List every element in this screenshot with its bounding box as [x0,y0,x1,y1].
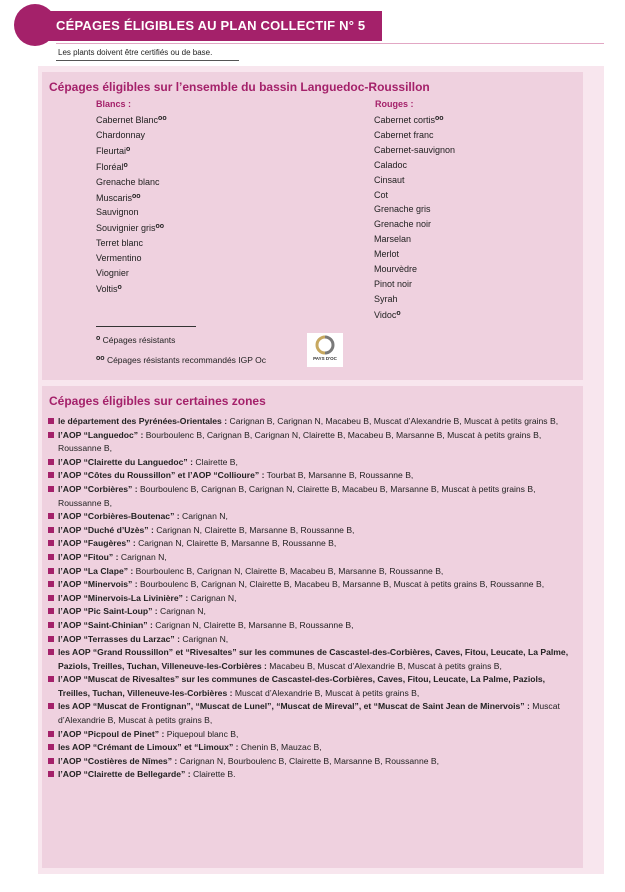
rouges-heading: Rouges : [375,99,414,109]
zone-label: les AOP “Crémant de Limoux” et “Limoux” : [58,742,239,753]
zone-varieties: Carignan N, [179,633,229,644]
zone-item [48,565,578,579]
zone-varieties: Carignan N, Clairette B, Marsanne B, Roussanne B, [152,619,354,630]
bullet-square-icon [48,771,54,777]
variety-name: Grenache gris [374,204,431,215]
resistance-mark: o [123,161,128,169]
rouges-list [374,112,455,323]
variety-item [374,292,455,307]
bullet-square-icon [48,595,54,601]
zone-label: l’AOP “Faugères” : [58,538,136,549]
variety-item [96,128,167,143]
section-all-basin-title: Cépages éligibles sur l’ensemble du bassin Languedoc-Roussillon [49,80,430,94]
variety-name: Cabernet Blanc [96,115,159,125]
zone-varieties: Bourboulenc B, Carignan N, Clairette B, Macabeu B, Marsanne B, Roussanne B, [133,565,444,576]
variety-name: Grenache blanc [96,176,160,187]
bullet-square-icon [48,636,54,642]
zone-varieties: Piquepoul blanc B, [164,728,239,739]
zone-varieties: Tourbat B, Marsanne B, Roussanne B, [264,470,414,481]
variety-name: Sauvignon [96,207,139,218]
variety-name: Grenache noir [374,219,432,230]
zone-label: l’AOP “Minervois” : [58,579,138,590]
bullet-square-icon [48,527,54,533]
variety-item [374,217,455,232]
zone-item [48,469,578,483]
variety-name: Muscaris [96,192,133,203]
zone-label: l’AOP “Pic Saint-Loup” : [58,606,158,617]
zone-label: l’AOP “Picpoul de Pinet” : [58,728,165,739]
blancs-list [96,112,167,297]
bullet-square-icon [48,649,54,655]
zone-varieties: Clairette B. [190,769,236,780]
zone-varieties: Carignan N, Clairette B, Marsanne B, Roussanne B, [135,538,337,549]
legend-double-mark: oo [96,355,105,362]
legend-single-mark: o [96,335,101,342]
zone-item [48,646,578,673]
variety-name: Merlot [374,249,400,260]
variety-name: Terret blanc [96,238,144,249]
zone-label: l’AOP “Terrasses du Larzac” : [58,633,180,644]
variety-name: Pinot noir [374,278,413,289]
zone-label: les AOP “Grand Roussillon” et “Rivesaltes” sur les communes de Cascastel-des-Corbières, Caves, Fitou, Leucate, La Palme, Paziols, Treilles, Tuchan, Villeneuve-les-Corbières : [58,647,569,671]
zone-item [48,755,578,769]
variety-item [96,190,167,206]
zone-varieties: Carignan N, [118,551,167,562]
bullet-square-icon [48,676,54,682]
zone-item [48,741,578,755]
zone-item [48,415,578,429]
page-subtitle: Les plants doivent être certifiés ou de base. [58,48,213,57]
zone-varieties: Carignan N, [188,592,237,603]
resistance-mark: o [117,283,122,291]
zone-label: l’AOP “Minervois-La Livinière” : [58,592,189,603]
variety-name: Syrah [374,293,398,304]
variety-name: Viognier [96,268,129,279]
variety-item [374,262,455,277]
bullet-square-icon [48,758,54,764]
zone-label: l’AOP “Fitou” : [58,551,119,562]
bullet-square-icon [48,608,54,614]
variety-item [374,158,455,173]
zone-varieties: Chenin B, Mauzac B, [238,742,322,753]
resistance-mark: oo [435,115,444,122]
variety-item [374,143,455,158]
legend-single [96,335,175,345]
bullet-square-icon [48,418,54,424]
zone-varieties: Carignan B, Carignan N, Macabeu B, Muscat d’Alexandrie B, Muscat à petits grains B, [227,416,559,426]
variety-item [96,236,167,251]
zone-item [48,619,578,633]
variety-name: Cabernet franc [374,129,434,140]
variety-item [96,159,167,175]
legend-double-text: Cépages résistants recommandés IGP Oc [106,355,266,365]
variety-item [96,251,167,266]
variety-name: Marselan [374,234,412,245]
zone-item [48,605,578,619]
zone-varieties: Carignan N, [157,606,206,617]
zone-item [48,700,578,727]
pays-doc-logo [307,333,343,367]
zone-label: les AOP “Muscat de Frontignan”, “Muscat de Lunel”, “Muscat de Mireval”, et “Muscat de Saint Jean de Minervois” : [58,701,530,712]
bullet-square-icon [48,731,54,737]
legend-double [96,355,266,365]
variety-name: Souvignier gris [96,223,156,234]
variety-item [374,128,455,143]
variety-item [374,277,455,292]
zone-label: le département des Pyrénées-Orientales : [58,416,228,426]
legend-single-text: Cépages résistants [102,335,176,345]
header-divider [56,43,604,44]
bullet-square-icon [48,581,54,587]
variety-name: Caladoc [374,159,408,170]
zone-label: l’AOP “Clairette du Languedoc” : [58,456,193,467]
zone-label: l’AOP “Duché d’Uzès” : [58,524,154,535]
variety-item [374,202,455,217]
zone-label: l’AOP “Costières de Nîmes” : [58,755,178,766]
section-zones-title: Cépages éligibles sur certaines zones [49,394,266,408]
variety-item [374,247,455,262]
variety-name: Vidoc [374,309,397,320]
zone-item [48,768,578,782]
bullet-square-icon [48,744,54,750]
zone-item [48,592,578,606]
resistance-mark: oo [158,115,167,122]
resistance-mark: o [396,309,401,317]
zone-label: l’AOP “Muscat de Rivesaltes” sur les communes de Cascastel-des-Corbières, Caves, Fitou, Leucate, La Palme, Paziols, Treilles, Tuchan, Villeneuve-les-Corbières : [58,674,546,698]
zone-item [48,429,578,456]
subtitle-underline [56,60,239,61]
variety-item [96,266,167,281]
zone-label: l’AOP “Corbières-Boutenac” : [58,511,180,522]
pays-doc-logo-text: PAYS D'OC [313,356,337,361]
variety-name: Cot [374,189,389,200]
bullet-square-icon [48,459,54,465]
zone-label: l’AOP “Clairette de Bellegarde” : [58,769,191,780]
variety-item [96,281,167,297]
zone-varieties: Bourboulenc B, Carignan B, Carignan N, Clairette B, Macabeu B, Marsanne B, Muscat à petits grains B, Roussanne B, [58,429,542,454]
variety-item [374,112,455,128]
zone-varieties: Carignan N, Clairette B, Marsanne B, Roussanne B, [153,524,355,535]
zone-item [48,537,578,551]
variety-item [96,205,167,220]
zone-item [48,483,578,510]
legend-divider [96,326,196,327]
zone-item [48,633,578,647]
blancs-heading: Blancs : [96,99,132,109]
zone-varieties: Carignan N, [179,511,228,522]
bullet-square-icon [48,486,54,492]
zone-label: l’AOP “Saint-Chinian” : [58,619,153,630]
zone-item [48,728,578,742]
variety-name: Cabernet cortis [374,115,436,125]
zone-varieties: Carignan N, Bourboulenc B, Clairette B, Marsanne B, Roussanne B, [177,755,440,766]
resistance-mark: o [126,145,131,153]
variety-name: Voltis [96,283,118,294]
zone-varieties: Muscat d’Alexandrie B, Muscat à petits grains B, [232,687,420,698]
pays-doc-logo-icon [307,333,343,357]
zones-list [48,415,578,782]
zone-varieties: Muscat d’Alexandrie B, Muscat à petits grains B, [58,701,560,726]
bullet-square-icon [48,554,54,560]
page-title: CÉPAGES ÉLIGIBLES AU PLAN COLLECTIF N° 5 [40,11,382,41]
zone-varieties: Bourboulenc B, Carignan N, Clairette B, Macabeu B, Marsanne B, Muscat à petits grains B, Roussanne B, [137,579,545,590]
variety-name: Chardonnay [96,129,146,140]
variety-name: Mourvèdre [374,264,418,275]
bullet-square-icon [48,703,54,709]
zone-label: l’AOP “La Clape” : [58,565,134,576]
bullet-square-icon [48,432,54,438]
variety-item [96,220,167,236]
zone-item [48,524,578,538]
bullet-square-icon [48,568,54,574]
variety-item [96,112,167,128]
zone-varieties: Macabeu B, Muscat d’Alexandrie B, Muscat à petits grains B, [266,660,502,671]
variety-name: Cabernet-sauvignon [374,144,456,155]
zone-label: l’AOP “Côtes du Roussillon” et l’AOP “Collioure” : [58,470,265,481]
variety-name: Fleurtai [96,145,127,156]
variety-item [96,175,167,190]
bullet-square-icon [48,622,54,628]
zone-item [48,510,578,524]
zone-label: l’AOP “Languedoc” : [58,429,144,440]
variety-item [374,232,455,247]
variety-item [374,188,455,203]
bullet-square-icon [48,513,54,519]
zone-item [48,673,578,700]
zone-varieties: Clairette B, [192,456,238,467]
variety-name: Floréal [96,161,124,172]
variety-name: Cinsaut [374,174,405,185]
bullet-square-icon [48,540,54,546]
zone-varieties: Bourboulenc B, Carignan B, Carignan N, Clairette B, Macabeu B, Marsanne B, Muscat à petits grains B, Roussanne B, [58,483,536,508]
variety-item [374,173,455,188]
resistance-mark: oo [155,223,165,231]
zone-item [48,578,578,592]
variety-item [374,307,455,323]
resistance-mark: oo [132,192,141,200]
zone-item [48,551,578,565]
bullet-square-icon [48,472,54,478]
variety-item [96,143,167,159]
variety-name: Vermentino [96,253,142,264]
zone-label: l’AOP “Corbières” : [58,483,138,494]
zone-item [48,456,578,470]
